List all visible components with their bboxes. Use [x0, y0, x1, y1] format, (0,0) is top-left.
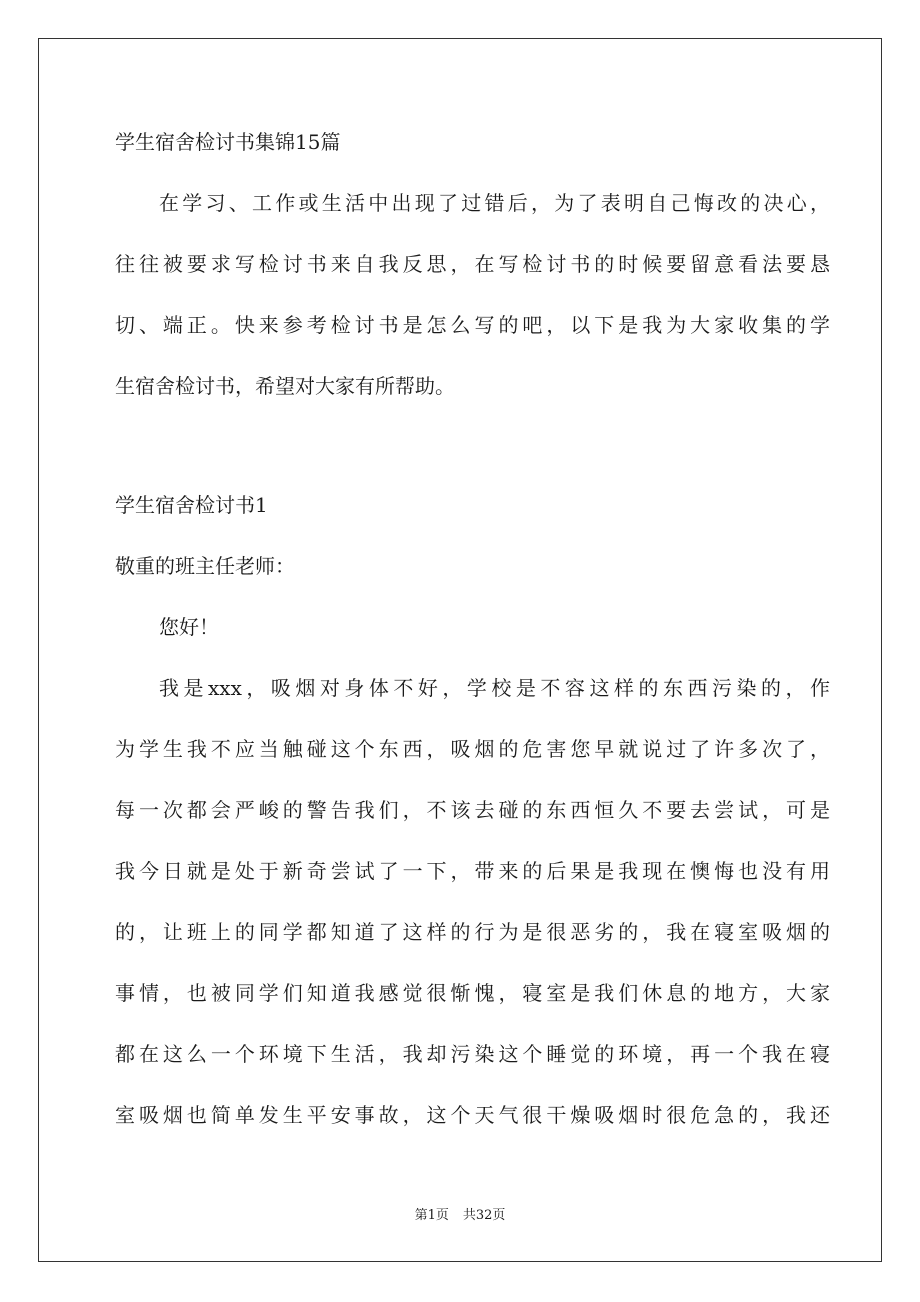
intro-line-4: 生宿舍检讨书，希望对大家有所帮助。 — [115, 374, 455, 398]
document-title: 学生宿舍检讨书集锦15篇 — [115, 130, 341, 154]
body-line-5: 的，让班上的同学都知道了这样的行为是很恶劣的，我在寝室吸烟的 — [115, 920, 830, 944]
greeting: 您好！ — [159, 615, 219, 639]
body-line-8: 室吸烟也简单发生平安事故，这个天气很干燥吸烟时很危急的，我还 — [115, 1103, 830, 1127]
page-border — [38, 38, 882, 1262]
page-total: 共32页 — [462, 1208, 506, 1223]
body-line-2: 为学生我不应当触碰这个东西，吸烟的危害您早就说过了许多次了， — [115, 737, 830, 761]
page-footer — [0, 1207, 920, 1225]
page-number: 第1页 — [414, 1208, 449, 1223]
body-line-6: 事情，也被同学们知道我感觉很惭愧，寝室是我们休息的地方，大家 — [115, 981, 830, 1005]
body-line-1: 我是xxx，吸烟对身体不好，学校是不容这样的东西污染的，作 — [159, 676, 830, 700]
intro-line-3: 切、端正。快来参考检讨书是怎么写的吧，以下是我为大家收集的学 — [115, 313, 830, 337]
intro-line-1: 在学习、工作或生活中出现了过错后，为了表明自己悔改的决心， — [159, 191, 830, 215]
section-title: 学生宿舍检讨书1 — [115, 493, 268, 517]
intro-line-2: 往往被要求写检讨书来自我反思，在写检讨书的时候要留意看法要恳 — [115, 252, 830, 276]
salutation: 敬重的班主任老师： — [115, 554, 295, 578]
body-line-3: 每一次都会严峻的警告我们，不该去碰的东西恒久不要去尝试，可是 — [115, 798, 830, 822]
body-line-4: 我今日就是处于新奇尝试了一下，带来的后果是我现在懊悔也没有用 — [115, 859, 830, 883]
body-line-7: 都在这么一个环境下生活，我却污染这个睡觉的环境，再一个我在寝 — [115, 1042, 830, 1066]
